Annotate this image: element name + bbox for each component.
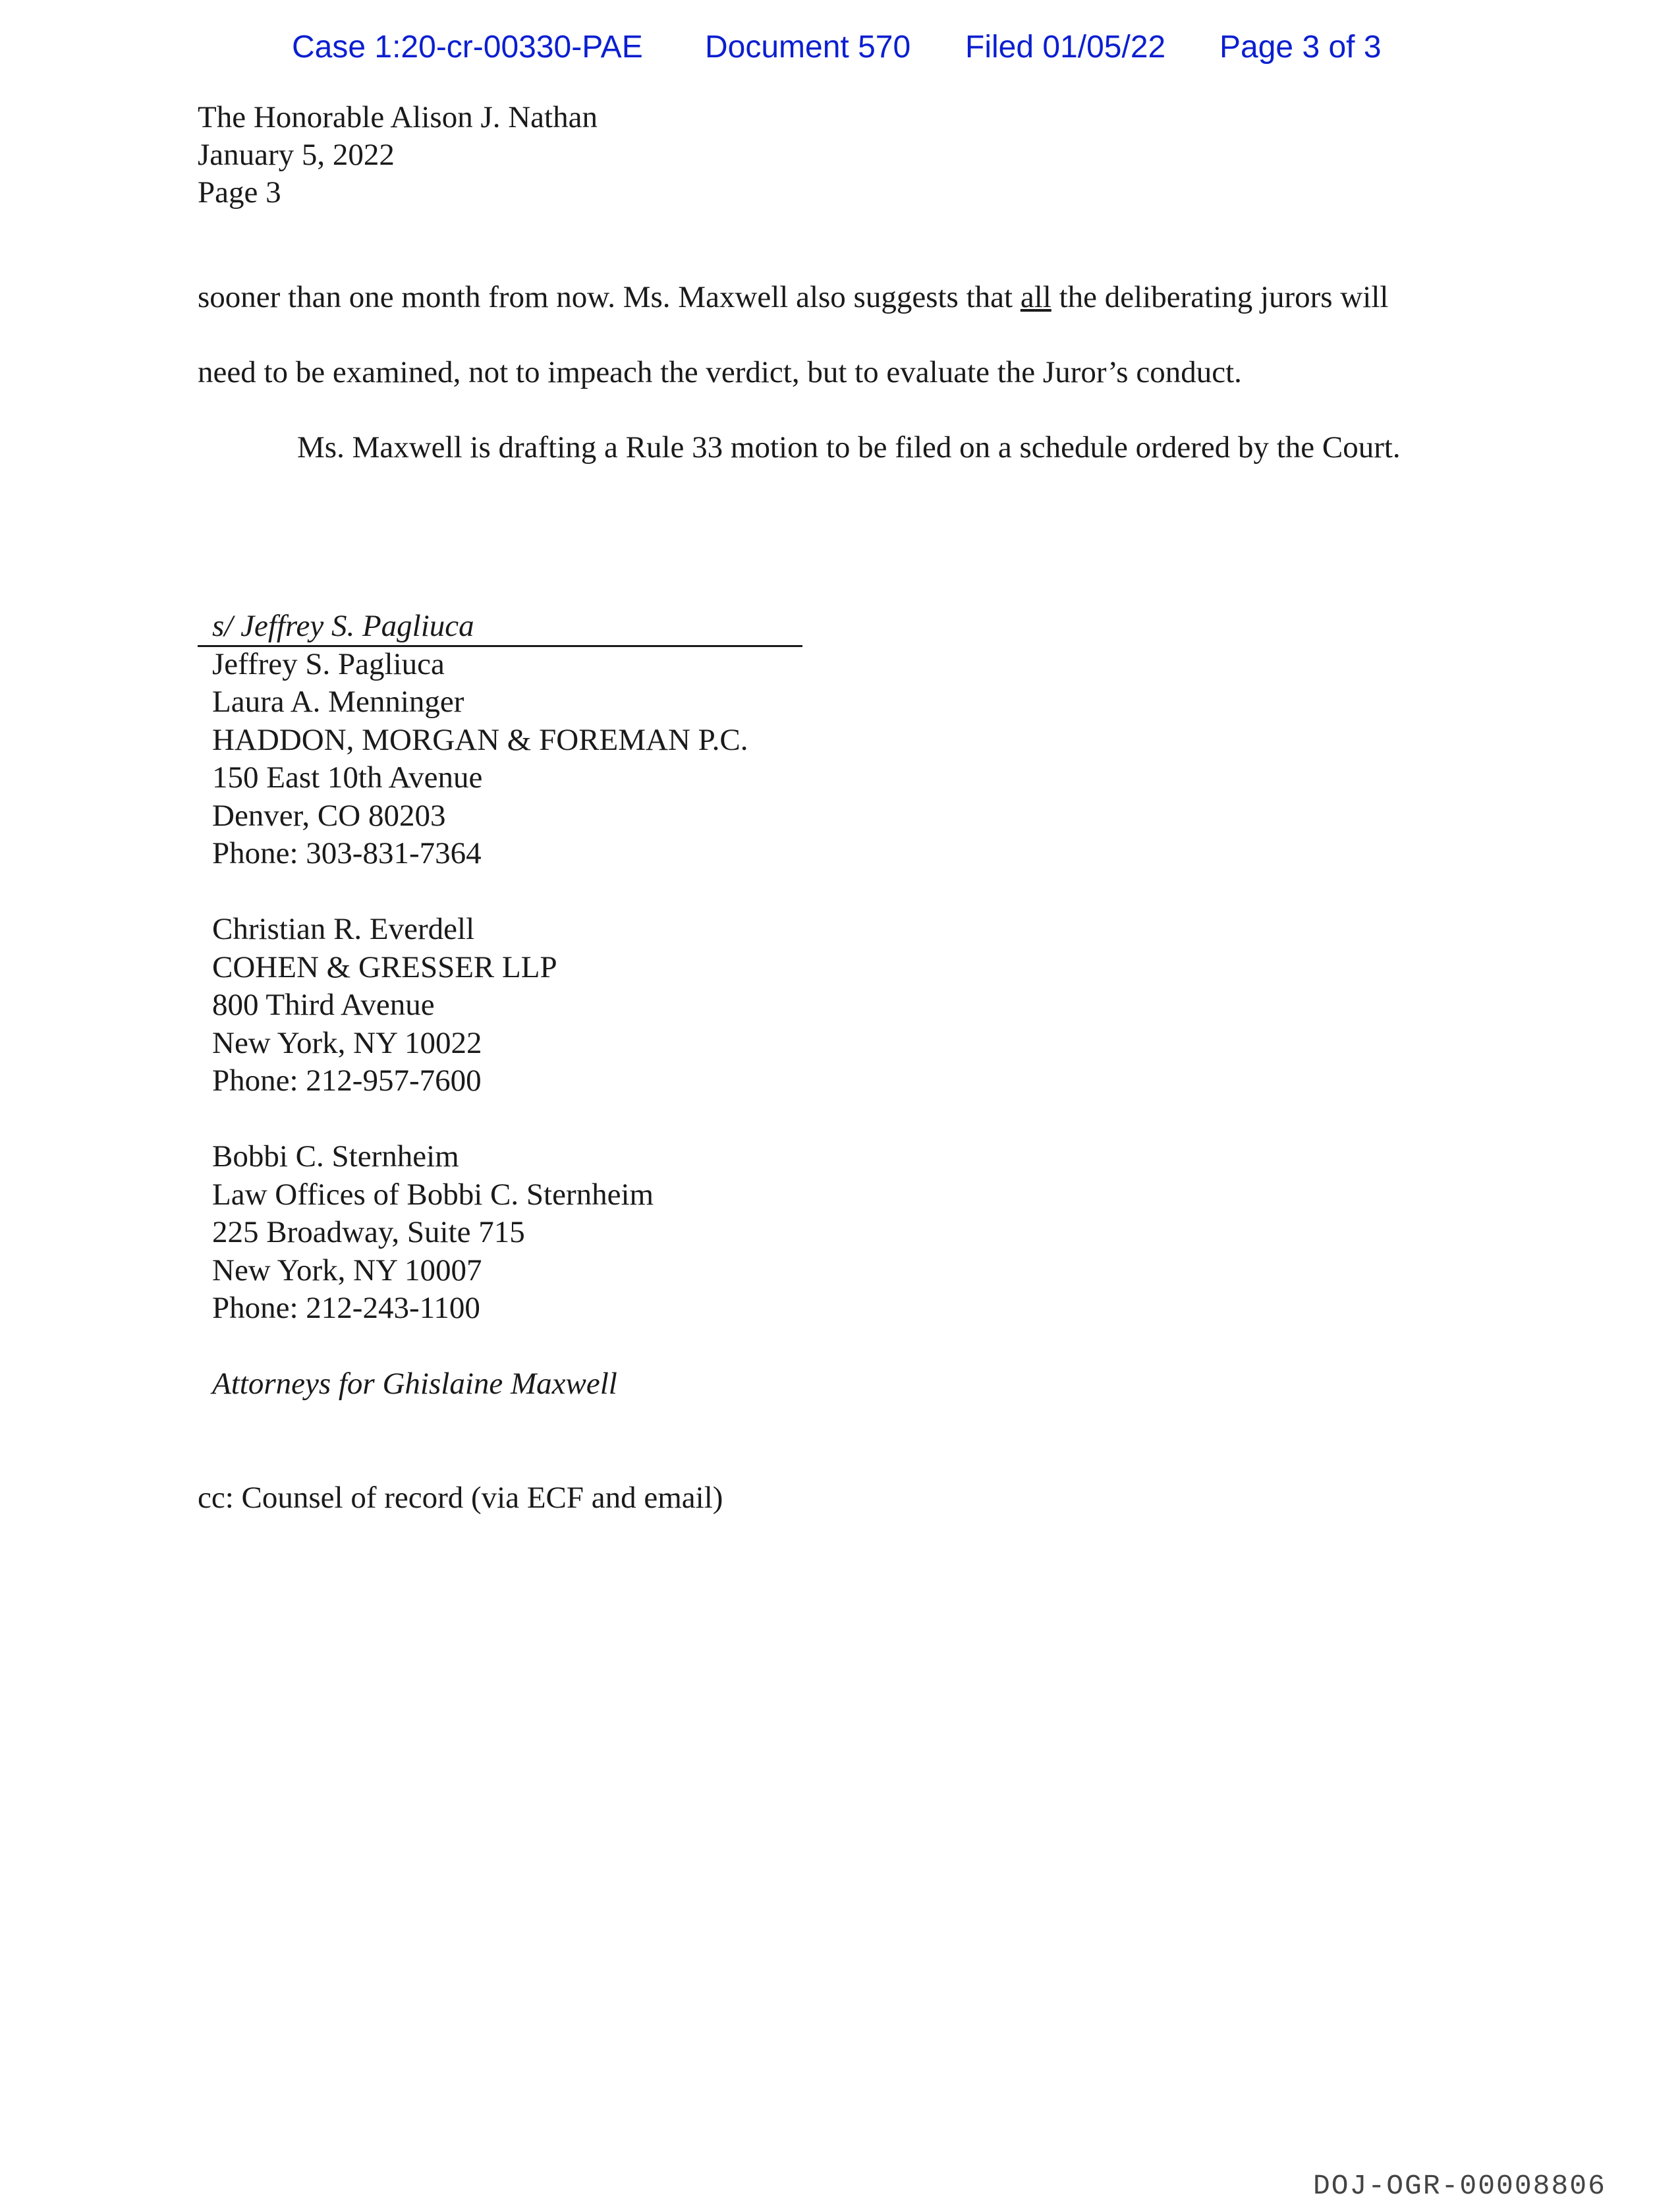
attorney-role: Attorneys for Ghislaine Maxwell xyxy=(212,1367,617,1401)
body-text: sooner than one month from now. Ms. Maxwell also suggests that xyxy=(198,280,1021,314)
underlined-word: all xyxy=(1020,280,1051,314)
attorney-name: Laura A. Menninger xyxy=(212,685,464,719)
attorney-name: Bobbi C. Sternheim xyxy=(212,1139,459,1174)
bates-number: DOJ-OGR-00008806 xyxy=(1313,2170,1606,2202)
page-count: Page 3 of 3 xyxy=(1219,30,1382,65)
firm-city: Denver, CO 80203 xyxy=(212,798,446,833)
document-number: Document 570 xyxy=(705,30,911,65)
letter-page: Page 3 xyxy=(198,175,281,210)
spacer xyxy=(212,873,748,911)
case-number: Case 1:20-cr-00330-PAE xyxy=(292,30,643,65)
filed-date: Filed 01/05/22 xyxy=(965,30,1166,65)
cc-line: cc: Counsel of record (via ECF and email) xyxy=(198,1481,723,1515)
spacer xyxy=(212,1100,748,1139)
body-paragraph-2: Ms. Maxwell is drafting a Rule 33 motion to be filed on a schedule ordered by the Court. xyxy=(297,430,1401,465)
body-paragraph-1-line-1 xyxy=(198,279,1489,316)
ecf-header xyxy=(0,29,1680,72)
firm-name: Law Offices of Bobbi C. Sternheim xyxy=(212,1177,654,1212)
firm-street: 225 Broadway, Suite 715 xyxy=(212,1215,525,1249)
firm-phone: Phone: 212-957-7600 xyxy=(212,1063,482,1098)
firm-city: New York, NY 10007 xyxy=(212,1253,482,1288)
addressee: The Honorable Alison J. Nathan xyxy=(198,100,598,134)
firm-name: COHEN & GRESSER LLP xyxy=(212,950,557,984)
firm-street: 150 East 10th Avenue xyxy=(212,760,483,795)
attorney-name: Christian R. Everdell xyxy=(212,912,475,946)
signature-block xyxy=(212,608,748,1404)
signature-line xyxy=(198,645,802,647)
letter-head xyxy=(198,99,598,212)
firm-phone: Phone: 212-243-1100 xyxy=(212,1291,480,1325)
letter-date: January 5, 2022 xyxy=(198,138,395,172)
body-paragraph-1-line-2: need to be examined, not to impeach the verdict, but to evaluate the Juror’s conduct. xyxy=(198,355,1242,389)
electronic-signature: s/ Jeffrey S. Pagliuca xyxy=(212,609,474,643)
spacer xyxy=(212,1328,748,1366)
firm-city: New York, NY 10022 xyxy=(212,1025,482,1060)
attorney-name: Jeffrey S. Pagliuca xyxy=(212,646,445,681)
firm-street: 800 Third Avenue xyxy=(212,988,435,1022)
firm-phone: Phone: 303-831-7364 xyxy=(212,836,482,870)
body-text: the deliberating jurors will xyxy=(1051,280,1389,314)
firm-name: HADDON, MORGAN & FOREMAN P.C. xyxy=(212,722,748,757)
